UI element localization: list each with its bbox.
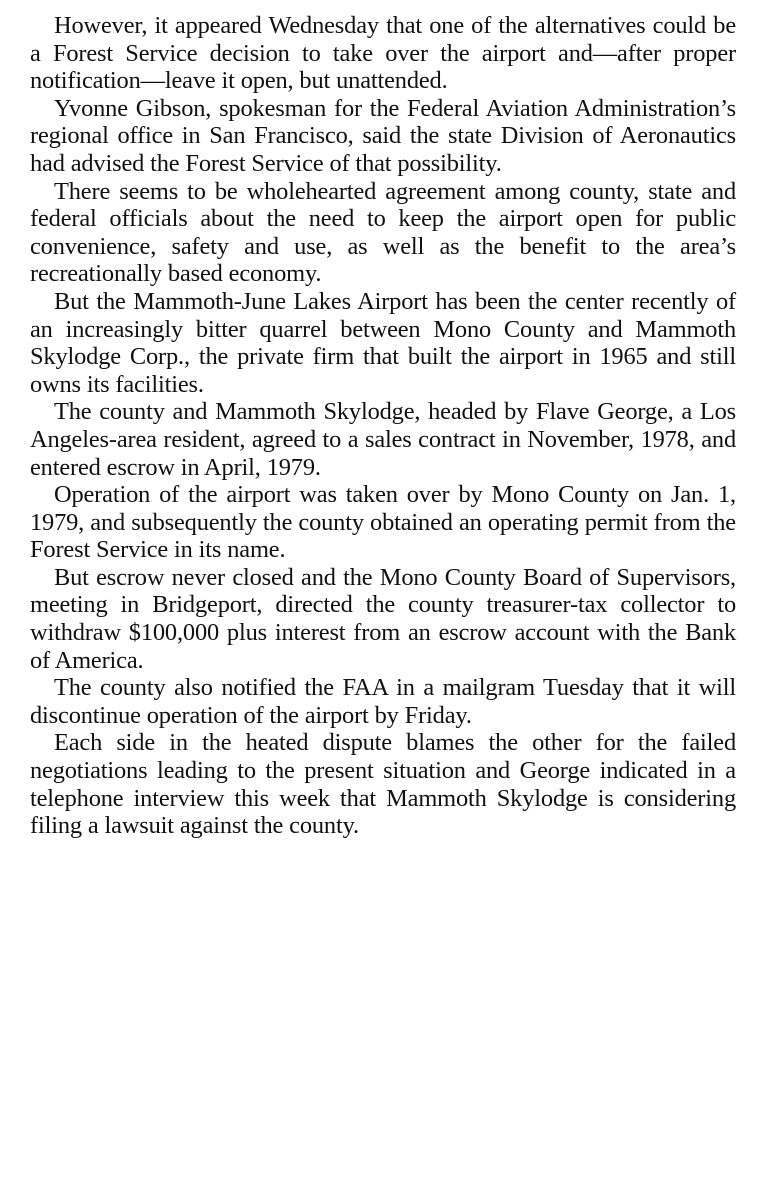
article-paragraph: But escrow never closed and the Mono County Board of Supervisors, meeting in Bridgeport, directed the county treasurer-tax collector to withdraw $100,000 plus interest from an escrow account with the Bank of America. [30, 563, 736, 674]
article-paragraph: There seems to be wholehearted agreement among county, state and federal officials about the need to keep the airport open for public convenience, safety and use, as well as the benefit to the area’s recreationally based economy. [30, 177, 736, 288]
article-paragraph: The county and Mammoth Skylodge, headed by Flave George, a Los Angeles-area resident, agreed to a sales contract in November, 1978, and entered escrow in April, 1979. [30, 398, 736, 481]
article-paragraph: The county also notified the FAA in a mailgram Tuesday that it will discontinue operation of the airport by Friday. [30, 674, 736, 729]
article-paragraph: Yvonne Gibson, spokesman for the Federal Aviation Administration’s regional office in San Francisco, said the state Division of Aeronautics had advised the Forest Service of that possibility. [30, 94, 736, 177]
article-paragraph: Each side in the heated dispute blames the other for the failed negotiations leading to the present situation and George indicated in a telephone interview this week that Mammoth Skylodge is considering filing a lawsuit against the county. [30, 729, 736, 840]
article-paragraph: Operation of the airport was taken over by Mono County on Jan. 1, 1979, and subsequently the county obtained an operating permit from the Forest Service in its name. [30, 481, 736, 564]
article-paragraph: However, it appeared Wednesday that one of the alternatives could be a Forest Service decision to take over the airport and—after proper notification—leave it open, but unattended. [30, 12, 736, 95]
article-paragraph: But the Mammoth-June Lakes Airport has been the center recently of an increasingly bitter quarrel between Mono County and Mammoth Skylodge Corp., the private firm that built the airport in 1965 and still owns its facilities. [30, 287, 736, 398]
